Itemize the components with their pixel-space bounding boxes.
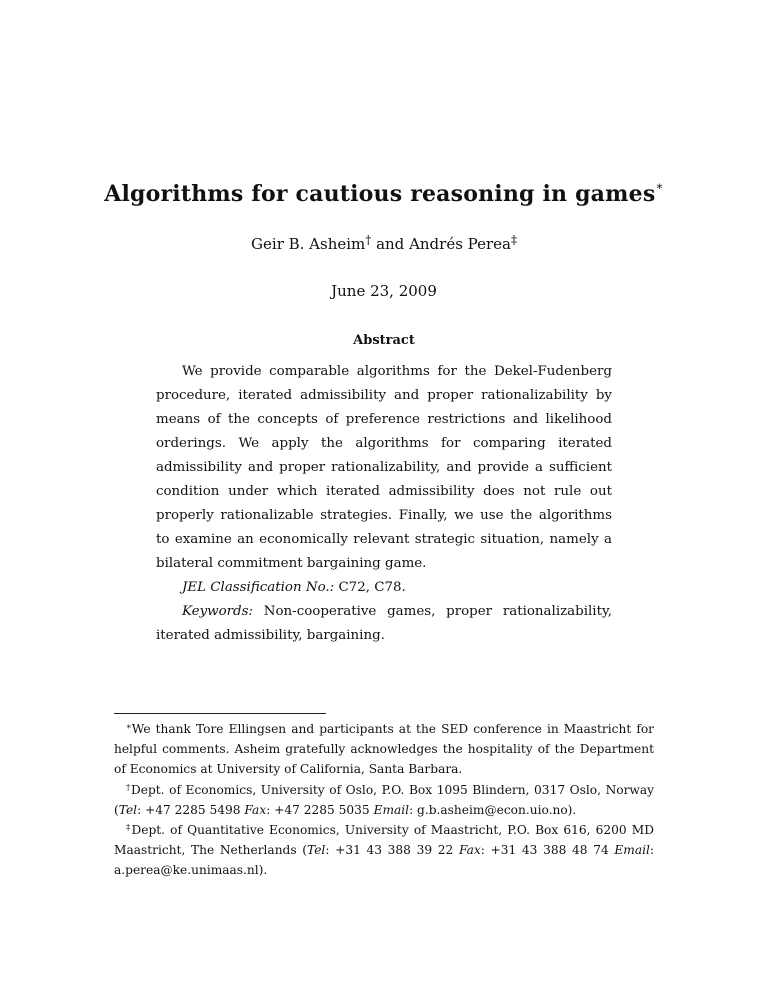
keywords-label: Keywords:: [182, 604, 254, 619]
abstract-paragraph: We provide comparable algorithms for the Dekel-Fudenberg procedure, iterated admissibility and proper rationalizability by means of the concepts of preference restrictions and likelihood orderings. We apply the algorithms for comparing iterated admissibility and proper rationalizability, and provide a sufficient condition under which iterated admissibility does not rule out properly rationalizable strategies. Finally, we use the algorithms to examine an economically relevant strategic situation, namely a bilateral commitment bargaining game.: [156, 364, 612, 571]
footnote-text: We thank Tore Ellingsen and participants at the SED conference in Maastricht for helpful comments. Asheim gratefully acknowledges the hospitality of the Department of Economics at University of California, Santa Barbara.: [114, 722, 654, 777]
tel-value: : +47 2285 5498: [137, 802, 245, 817]
tel-label: Tel: [118, 802, 138, 817]
footnote: [114, 719, 654, 780]
tel-label: Tel: [307, 843, 326, 858]
fax-label: Fax: [244, 802, 267, 817]
author-name: Andrés Perea: [409, 235, 511, 253]
abstract-heading: Abstract: [353, 333, 415, 348]
footnote-text: Dept. of Economics, University of Oslo, P.O. Box 1095 Blindern, 0317 Oslo, Norway (: [114, 782, 655, 817]
paper-title: [0, 181, 768, 207]
footnote: [114, 820, 654, 881]
footnote-mark: ∗: [126, 722, 132, 732]
author-footnote-mark: ‡: [510, 233, 517, 247]
email-label: Email: [614, 843, 650, 858]
fax-label: Fax: [458, 843, 481, 858]
title-text: Algorithms for cautious reasoning in games: [104, 181, 656, 207]
author-footnote-mark: †: [365, 233, 372, 247]
fax-value: : +31 43 388 48 74: [480, 843, 615, 858]
footnote-mark: †: [126, 782, 131, 793]
jel-label: JEL Classification No.:: [182, 580, 335, 595]
footnote: [114, 780, 654, 820]
author-conjunction: and: [376, 235, 405, 253]
jel-line: [156, 576, 612, 600]
title-footnote-mark: ∗: [655, 179, 664, 193]
email-value: : g.b.asheim@econ.uio.no).: [409, 802, 577, 817]
author-line: [0, 235, 768, 253]
paper-date: June 23, 2009: [331, 282, 437, 300]
fax-value: : +47 2285 5035: [266, 802, 374, 817]
keywords-value: Non-cooperative games, proper rationalizability, iterated admissibility, bargaining.: [156, 604, 612, 643]
author-name: Geir B. Asheim: [251, 235, 366, 253]
footnote-rule: [114, 713, 326, 714]
tel-value: : +31 43 388 39 22: [325, 843, 459, 858]
email-value: : a.perea@ke.unimaas.nl).: [114, 843, 655, 878]
footnotes: [114, 719, 654, 881]
email-label: Email: [373, 802, 410, 817]
jel-value: C72, C78.: [338, 580, 406, 595]
keywords-line: [156, 600, 612, 648]
footnote-mark: ‡: [126, 823, 132, 834]
abstract-body: [156, 360, 612, 648]
footnote-text: Dept. of Quantitative Economics, University of Maastricht, P.O. Box 616, 6200 MD Maastricht, The Netherlands (: [114, 823, 655, 858]
